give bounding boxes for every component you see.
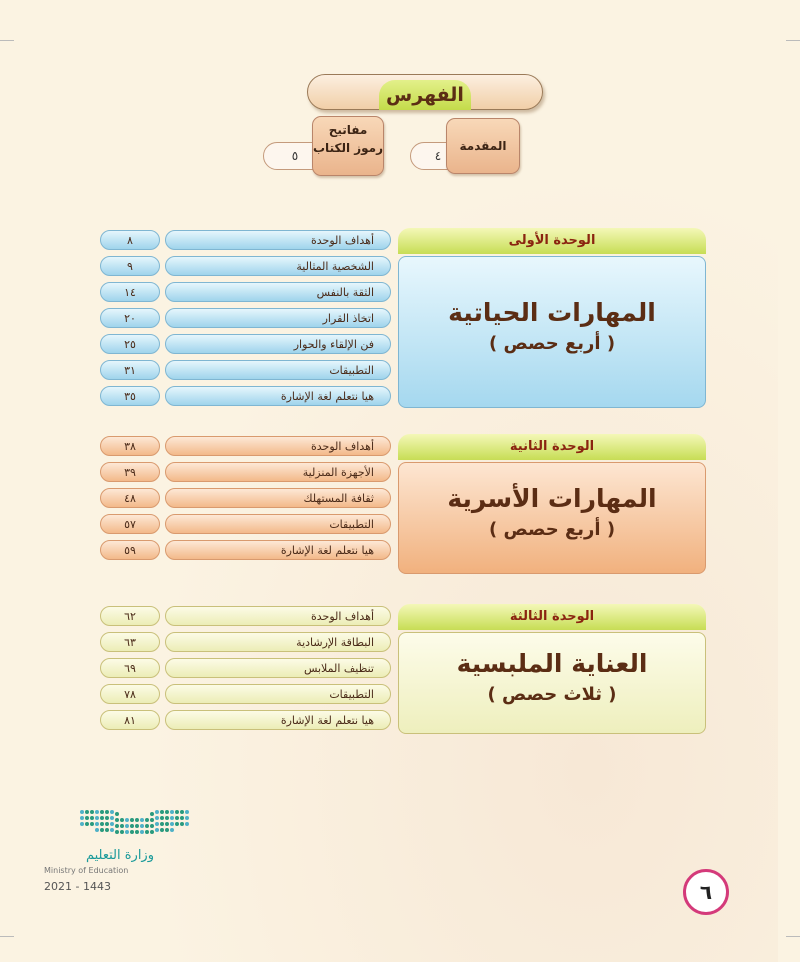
lesson-page-number: ٣٥ <box>100 386 160 406</box>
lesson-title: تنظيف الملابس <box>165 658 391 678</box>
lesson-page-number: ٣١ <box>100 360 160 380</box>
lesson-page-number: ٢٠ <box>100 308 160 328</box>
lesson-title: أهداف الوحدة <box>165 436 391 456</box>
lesson-title: ثقافة المستهلك <box>165 488 391 508</box>
unit-2-subtitle: ( أربع حصص ) <box>488 519 616 540</box>
lesson-page-number: ٣٨ <box>100 436 160 456</box>
lesson-title: هيا نتعلم لغة الإشارة <box>165 710 391 730</box>
lesson-title: هيا نتعلم لغة الإشارة <box>165 540 391 560</box>
lesson-title: التطبيقات <box>165 514 391 534</box>
lesson-page-number: ٩ <box>100 256 160 276</box>
lesson-title: اتخاذ القرار <box>165 308 391 328</box>
lesson-page-number: ٨ <box>100 230 160 250</box>
lesson-title: أهداف الوحدة <box>165 606 391 626</box>
edition-year: 2021 - 1443 <box>44 880 111 893</box>
lesson-title: الأجهزة المنزلية <box>165 462 391 482</box>
unit-3-header: الوحدة الثالثة <box>398 604 706 630</box>
lesson-page-number: ٦٢ <box>100 606 160 626</box>
unit-1-subtitle: ( أربع حصص ) <box>488 333 616 354</box>
lesson-title: التطبيقات <box>165 684 391 704</box>
lesson-page-number: ٥٩ <box>100 540 160 560</box>
page-number: ٦ <box>683 869 729 915</box>
lesson-page-number: ٦٩ <box>100 658 160 678</box>
intro-label: المقدمة <box>446 118 520 174</box>
unit-3-title: العناية الملبسية <box>456 649 648 678</box>
unit-3-title-box <box>398 632 706 734</box>
ministry-name-en: Ministry of Education <box>44 866 129 875</box>
unit-3-subtitle: ( ثلاث حصص ) <box>487 684 617 705</box>
intro-page-number: ٤ <box>410 142 466 170</box>
lesson-page-number: ٧٨ <box>100 684 160 704</box>
lesson-page-number: ٦٣ <box>100 632 160 652</box>
lesson-page-number: ٣٩ <box>100 462 160 482</box>
lesson-title: البطاقة الإرشادية <box>165 632 391 652</box>
ministry-name-ar: وزارة التعليم <box>85 848 154 863</box>
index-title: الفهرس <box>379 80 471 110</box>
unit-1-header: الوحدة الأولى <box>398 228 706 254</box>
unit-2-title: المهارات الأسرية <box>447 484 657 513</box>
ministry-logo-dots <box>80 810 200 840</box>
lesson-page-number: ١٤ <box>100 282 160 302</box>
unit-1-title-box <box>398 256 706 408</box>
lesson-title: هيا نتعلم لغة الإشارة <box>165 386 391 406</box>
lesson-title: فن الإلقاء والحوار <box>165 334 391 354</box>
lesson-page-number: ٥٧ <box>100 514 160 534</box>
lesson-title: الثقة بالنفس <box>165 282 391 302</box>
unit-1-title: المهارات الحياتية <box>448 298 656 327</box>
symbols-key-page-number: ٥ <box>263 142 327 170</box>
symbols-key-label: مفاتيح رموز الكتاب <box>312 116 384 176</box>
lesson-title: أهداف الوحدة <box>165 230 391 250</box>
lesson-page-number: ٢٥ <box>100 334 160 354</box>
unit-2-title-box <box>398 462 706 574</box>
lesson-page-number: ٤٨ <box>100 488 160 508</box>
lesson-page-number: ٨١ <box>100 710 160 730</box>
page <box>22 0 778 962</box>
lesson-title: التطبيقات <box>165 360 391 380</box>
lesson-title: الشخصية المثالية <box>165 256 391 276</box>
unit-2-header: الوحدة الثانية <box>398 434 706 460</box>
